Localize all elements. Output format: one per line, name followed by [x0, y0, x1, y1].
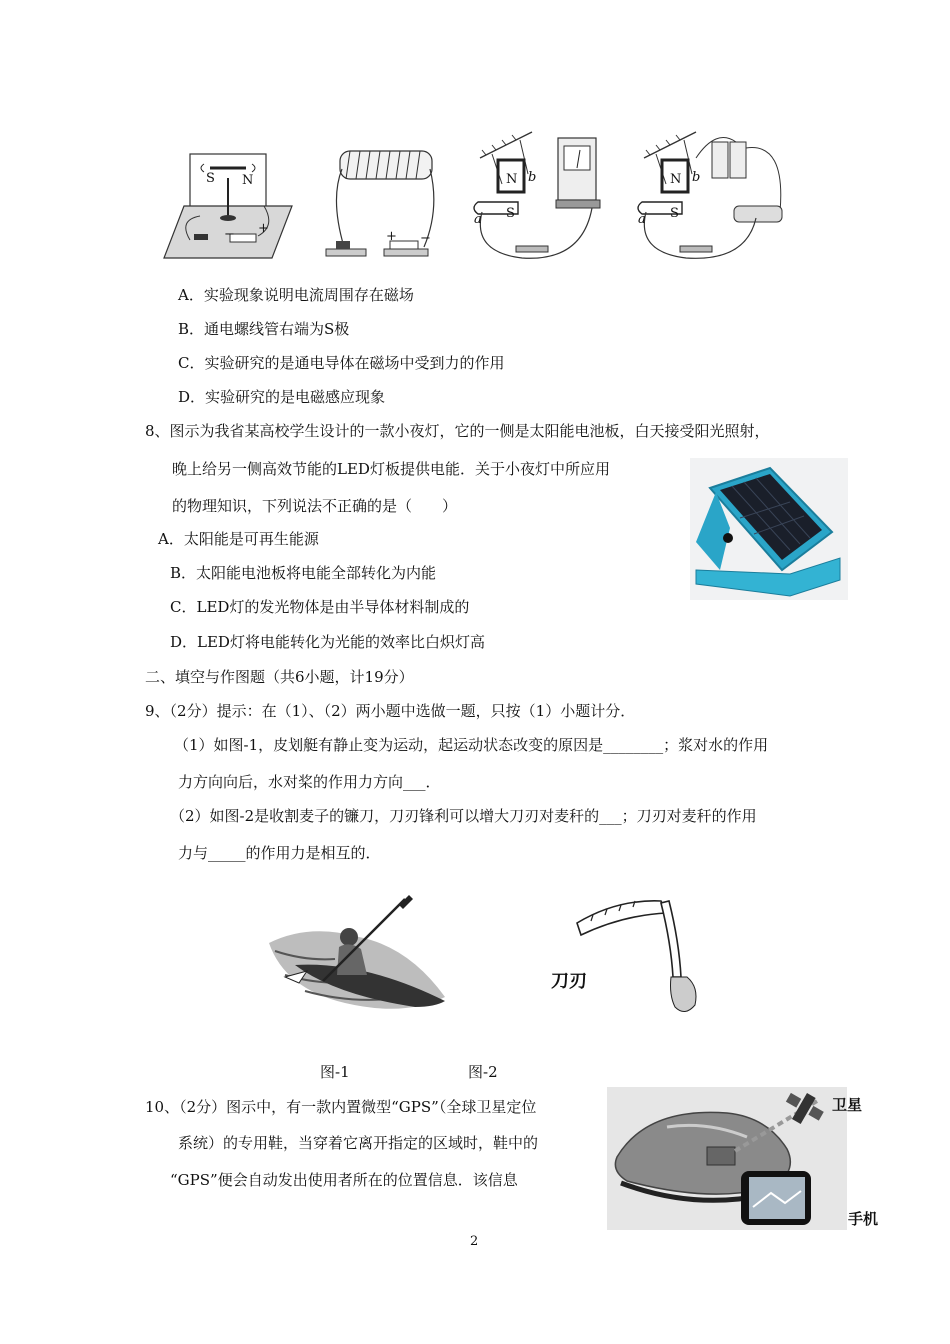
phone-label: 手机 — [848, 1210, 879, 1228]
fig1-caption: 图-1 — [320, 1063, 350, 1081]
blade-label: 刀刃 — [551, 971, 587, 992]
label-plus-b: + — [386, 229, 397, 244]
label-s: S — [206, 171, 215, 186]
satellite-label: 卫星 — [832, 1096, 863, 1114]
q8-option-b: B．太阳能电池板将电能全部转化为内能 — [170, 564, 437, 582]
q10-line1: 10、（2分）图示中，有一款内置微型“GPS”（全球卫星定位 — [145, 1098, 537, 1116]
label-n-d: N — [670, 172, 682, 187]
q7-figure-b — [320, 145, 440, 263]
q7-option-b: B．通电螺线管右端为S极 — [178, 320, 350, 338]
q7-option-c: C．实验研究的是通电导体在磁场中受到力的作用 — [178, 354, 505, 372]
fig2-caption: 图-2 — [468, 1063, 498, 1081]
label-n-c: N — [506, 172, 518, 187]
section2-title: 二、填空与作图题（共6小题，计19分） — [145, 668, 414, 686]
sickle-figure — [545, 895, 710, 1030]
q7-option-a: A．实验现象说明电流周围存在磁场 — [178, 286, 414, 304]
q9-line5: 力与_____的作用力是相互的． — [178, 844, 381, 862]
q9-line3: 力方向向后，水对桨的作用力方向___． — [178, 773, 441, 791]
q7-figure-d — [636, 128, 786, 263]
q8-option-c: C．LED灯的发光物体是由半导体材料制成的 — [170, 598, 470, 616]
q8-option-a: A．太阳能是可再生能源 — [158, 530, 319, 548]
label-plus: + — [258, 221, 269, 236]
q7-figure-c — [472, 128, 604, 263]
label-n: N — [242, 173, 254, 188]
q9-line1: 9、（2分）提示：在（1）、（2）两小题中选做一题，只按（1）小题计分． — [145, 702, 636, 720]
label-s-c: S — [506, 206, 515, 221]
q8-stem-line3: 的物理知识，下列说法不正确的是（ ） — [172, 497, 458, 515]
night-lamp-photo — [690, 458, 848, 600]
kayak-figure — [265, 895, 450, 1020]
label-a-c: a — [474, 212, 482, 227]
label-b-d: b — [692, 170, 701, 185]
page-number: 2 — [470, 1234, 479, 1249]
q7-figure-a — [160, 150, 295, 265]
q10-line2: 系统）的专用鞋，当穿着它离开指定的区域时，鞋中的 — [178, 1134, 539, 1152]
q7-option-d: D．实验研究的是电磁感应现象 — [178, 388, 386, 406]
gps-shoe-photo — [607, 1087, 847, 1230]
q9-line2: （1）如图-1，皮划艇有静止变为运动，起运动状态改变的原因是________；浆对水的作用 — [174, 736, 769, 754]
label-a-d: a — [638, 212, 646, 227]
q8-stem-line2: 晚上给另一侧高效节能的LED灯板提供电能．关于小夜灯中所应用 — [172, 460, 610, 478]
label-b-c: b — [528, 170, 537, 185]
label-minus: − — [224, 227, 235, 242]
q8-option-d: D．LED灯将电能转化为光能的效率比白炽灯高 — [170, 633, 485, 651]
label-s-d: S — [670, 206, 679, 221]
q9-line4: （2）如图-2是收割麦子的镰刀，刀刃锋利可以增大刀刃对麦秆的___；刀刃对麦秆的作用 — [170, 807, 757, 825]
q8-stem-line1: 8、图示为我省某高校学生设计的一款小夜灯，它的一侧是太阳能电池板，白天接受阳光照射， — [145, 422, 770, 440]
q10-line3: “GPS”便会自动发出使用者所在的位置信息．该信息 — [170, 1171, 518, 1189]
label-minus-b: − — [420, 231, 431, 246]
